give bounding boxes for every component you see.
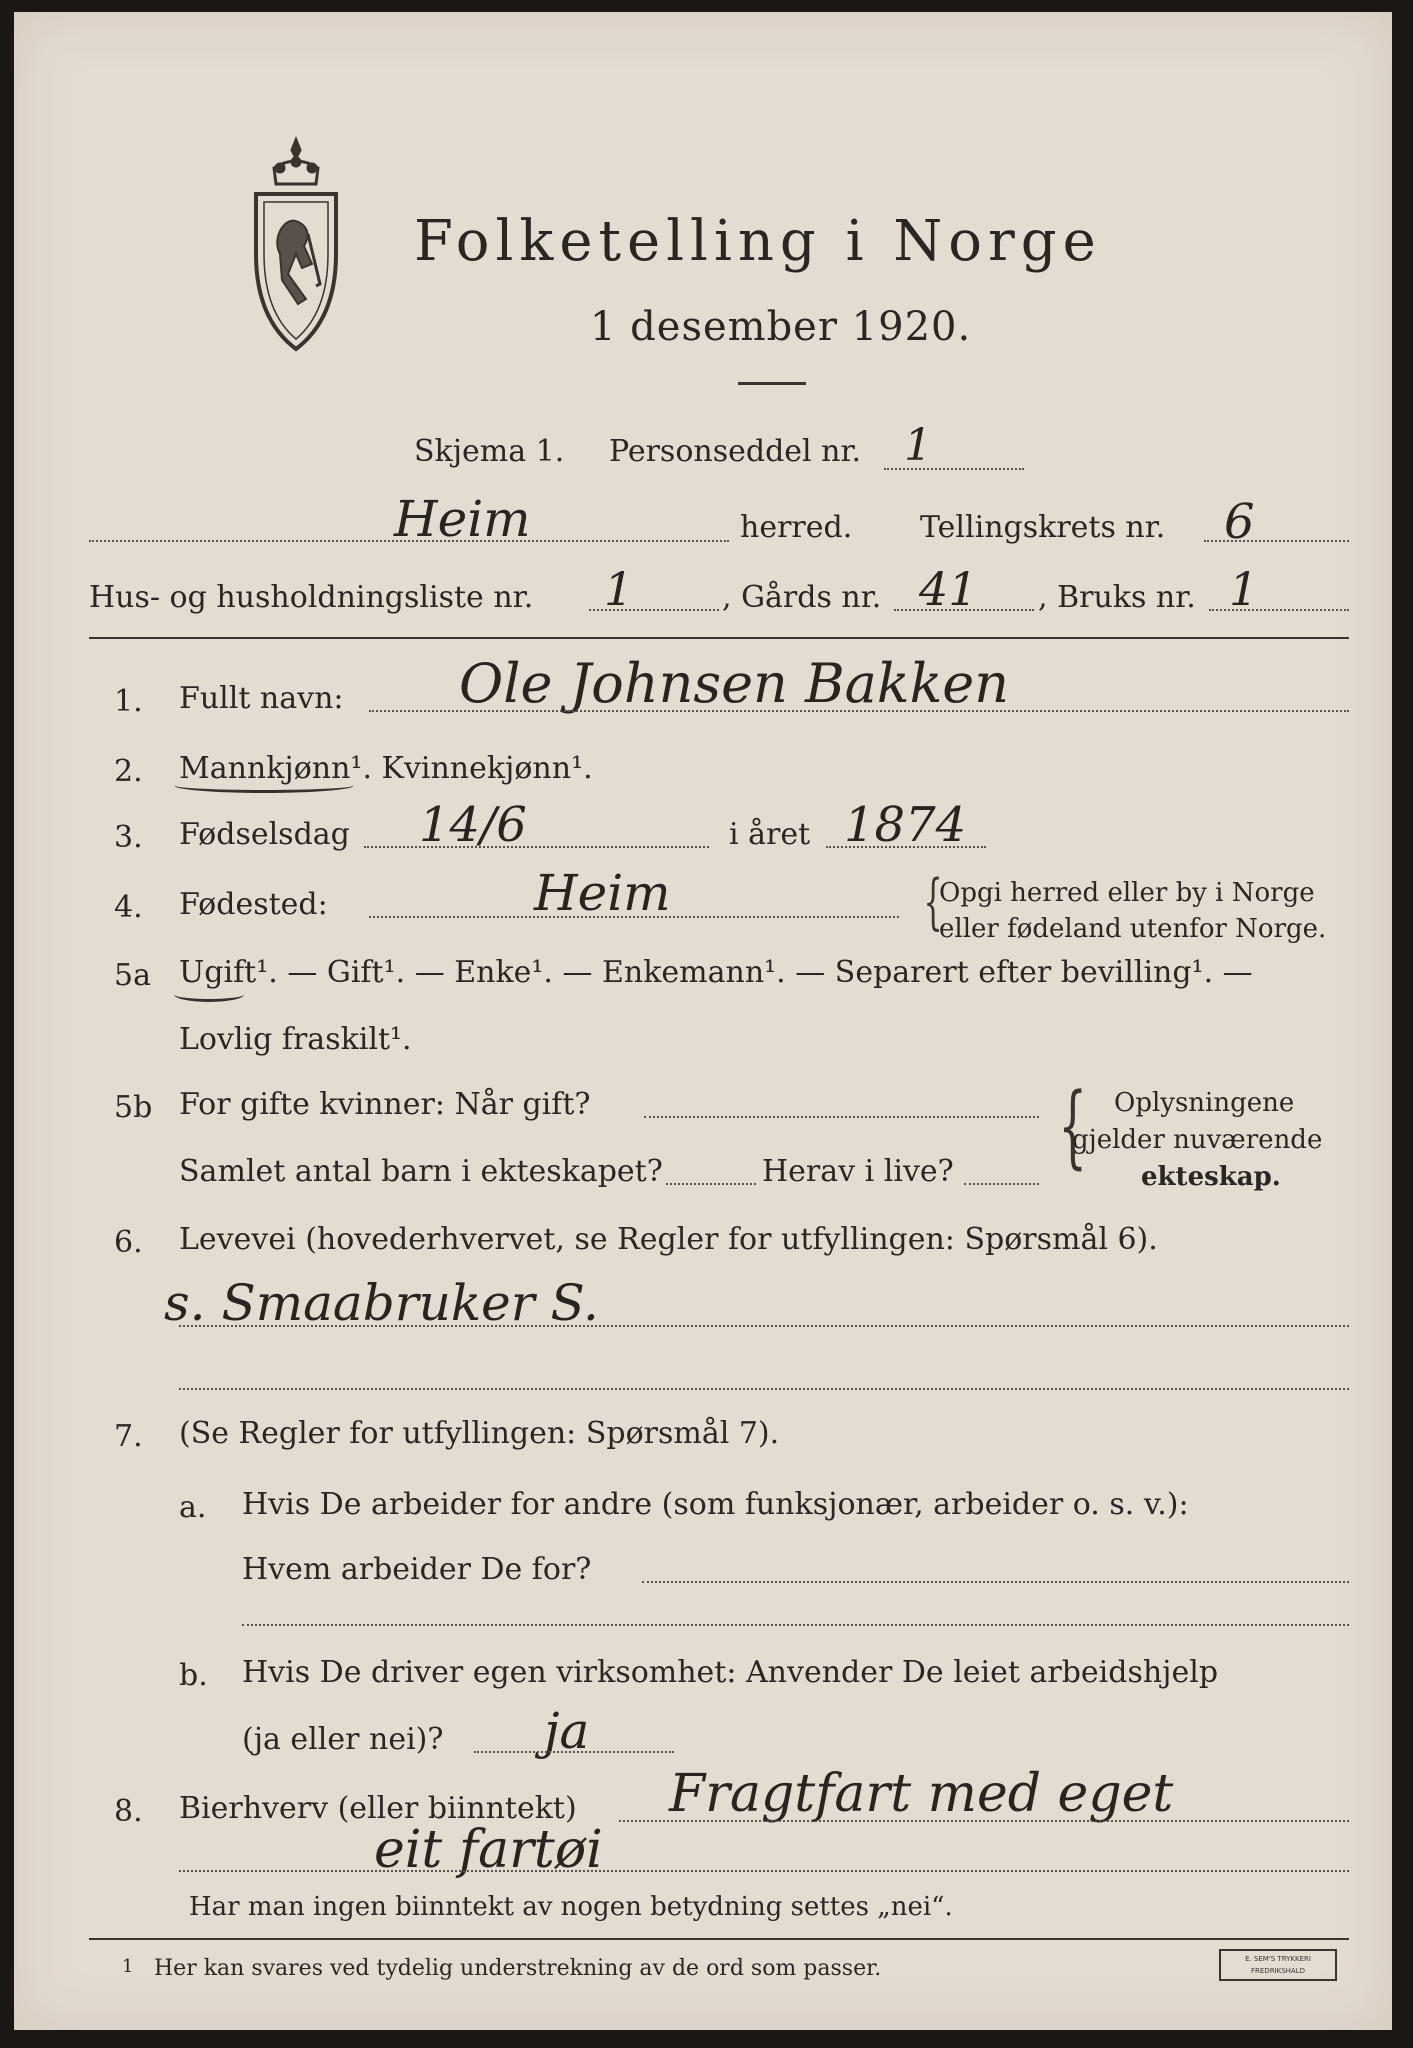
- personseddel-label: Personseddel nr.: [609, 434, 862, 469]
- q6-number: 6.: [114, 1225, 143, 1260]
- skjema-label: Skjema 1.: [414, 434, 565, 469]
- q7a-line-1: [642, 1581, 1349, 1583]
- q7a-number: a.: [179, 1490, 207, 1525]
- q5b-number: 5b: [114, 1090, 153, 1125]
- q3-year-line: [826, 846, 986, 848]
- q5a-label: Ugift¹. — Gift¹. — Enke¹. — Enkemann¹. — Separert efter bevilling¹. —: [179, 955, 1253, 990]
- q2-mannkjonn-underline: [174, 778, 354, 793]
- q6-line-1: [179, 1325, 1349, 1327]
- q5b-note-1: Oplysningene: [1114, 1088, 1295, 1118]
- q8-value-2: eit fartøi: [374, 1820, 603, 1880]
- q5b-label-3: Herav i live?: [762, 1154, 954, 1189]
- tellingskrets-label: Tellingskrets nr.: [920, 510, 1166, 545]
- q5a-ugift-underline: [174, 987, 244, 1002]
- q4-number: 4.: [114, 890, 143, 925]
- tellingskrets-value: 6: [1224, 494, 1255, 550]
- gards-line: [894, 609, 1034, 611]
- q8-line-1: [619, 1820, 1349, 1822]
- q5b-live-line: [964, 1183, 1039, 1185]
- q5b-note-3: ekteskap.: [1141, 1162, 1281, 1192]
- q6-label: Levevei (hovederhvervet, se Regler for utfyllingen: Spørsmål 6).: [179, 1222, 1158, 1257]
- footnote-number: 1: [122, 1956, 134, 1977]
- q3-value: 14/6: [419, 797, 527, 853]
- q5b-note-2: gjelder nuværende: [1072, 1125, 1323, 1155]
- q3-number: 3.: [114, 820, 143, 855]
- q3-year-value: 1874: [844, 797, 967, 853]
- q3-label: Fødselsdag: [179, 817, 350, 852]
- q3-year-label: i året: [729, 817, 811, 852]
- q7a-label-2: Hvem arbeider De for?: [242, 1552, 592, 1587]
- q1-line: [369, 710, 1349, 712]
- printer-text: E. SEM'S TRYKKERI FREDRIKSHALD: [1245, 1955, 1311, 1975]
- q7b-value: ja: [544, 1702, 590, 1760]
- q6-value: s. Smaabruker S.: [164, 1274, 599, 1332]
- q7a-label: Hvis De arbeider for andre (som funksjonær, arbeider o. s. v.):: [242, 1487, 1189, 1522]
- q4-line: [369, 916, 899, 918]
- hus-line: [589, 609, 719, 611]
- q7a-line-2: [242, 1624, 1349, 1626]
- form-title: Folketelling i Norge: [414, 209, 1102, 274]
- bruks-label: , Bruks nr.: [1038, 580, 1196, 615]
- q8-number: 8.: [114, 1794, 143, 1829]
- q6-line-2: [179, 1388, 1349, 1390]
- bruks-line: [1209, 609, 1349, 611]
- q8-value-1: Fragtfart med eget: [669, 1764, 1174, 1824]
- q2-number: 2.: [114, 754, 143, 789]
- form-date: 1 desember 1920.: [590, 304, 972, 350]
- title-divider: [738, 382, 806, 385]
- footer-divider: [89, 1938, 1349, 1940]
- q3-line: [364, 846, 709, 848]
- q8-line-2: [179, 1870, 1349, 1872]
- header-divider: [89, 637, 1349, 639]
- gards-label: , Gårds nr.: [722, 580, 882, 615]
- q7b-label-2: (ja eller nei)?: [242, 1722, 444, 1757]
- census-form-page: [14, 12, 1392, 2030]
- q1-value: Ole Johnsen Bakken: [459, 652, 1010, 715]
- q7b-label: Hvis De driver egen virksomhet: Anvender De leiet arbeidshjelp: [242, 1655, 1219, 1690]
- q5b-label: For gifte kvinner: Når gift?: [179, 1087, 591, 1122]
- personseddel-value: 1: [904, 420, 932, 471]
- personseddel-line: [884, 468, 1024, 470]
- herred-value: Heim: [394, 490, 531, 548]
- q5b-barn-line: [666, 1183, 756, 1185]
- q1-label: Fullt navn:: [179, 681, 344, 716]
- q8-label: Bierhverv (eller biinntekt): [179, 1791, 577, 1826]
- herred-label: herred.: [740, 510, 853, 545]
- q7b-line: [474, 1751, 674, 1753]
- q5a-number: 5a: [114, 958, 151, 993]
- q4-brace: {: [923, 867, 943, 937]
- gards-value: 41: [919, 562, 978, 616]
- printer-stamp: [1219, 1949, 1337, 1981]
- q8-note: Har man ingen biinntekt av nogen betydning settes „nei“.: [189, 1892, 953, 1922]
- q2-label: Mannkjønn¹. Kvinnekjønn¹.: [179, 751, 593, 786]
- q4-note-1: Opgi herred eller by i Norge: [939, 878, 1315, 908]
- q4-label: Fødested:: [179, 887, 328, 922]
- q5b-label-2: Samlet antal barn i ekteskapet?: [179, 1154, 663, 1189]
- q7b-number: b.: [179, 1658, 208, 1693]
- coat-of-arms-icon: [246, 134, 346, 359]
- q5b-brace: {: [1058, 1074, 1087, 1179]
- q7-number: 7.: [114, 1419, 143, 1454]
- q4-note-2: eller fødeland utenfor Norge.: [939, 914, 1327, 944]
- bruks-value: 1: [1229, 562, 1259, 616]
- tellingskrets-line: [1204, 540, 1349, 542]
- q4-value: Heim: [534, 864, 671, 922]
- herred-line: [89, 540, 729, 542]
- hus-value: 1: [604, 562, 634, 616]
- q5b-gift-line: [644, 1116, 1039, 1118]
- q7-label: (Se Regler for utfyllingen: Spørsmål 7).: [179, 1416, 780, 1451]
- footnote-text: Her kan svares ved tydelig understrekning av de ord som passer.: [154, 1956, 882, 1981]
- hus-label: Hus- og husholdningsliste nr.: [89, 580, 534, 615]
- q5a-label-2: Lovlig fraskilt¹.: [179, 1022, 412, 1057]
- q1-number: 1.: [114, 684, 143, 719]
